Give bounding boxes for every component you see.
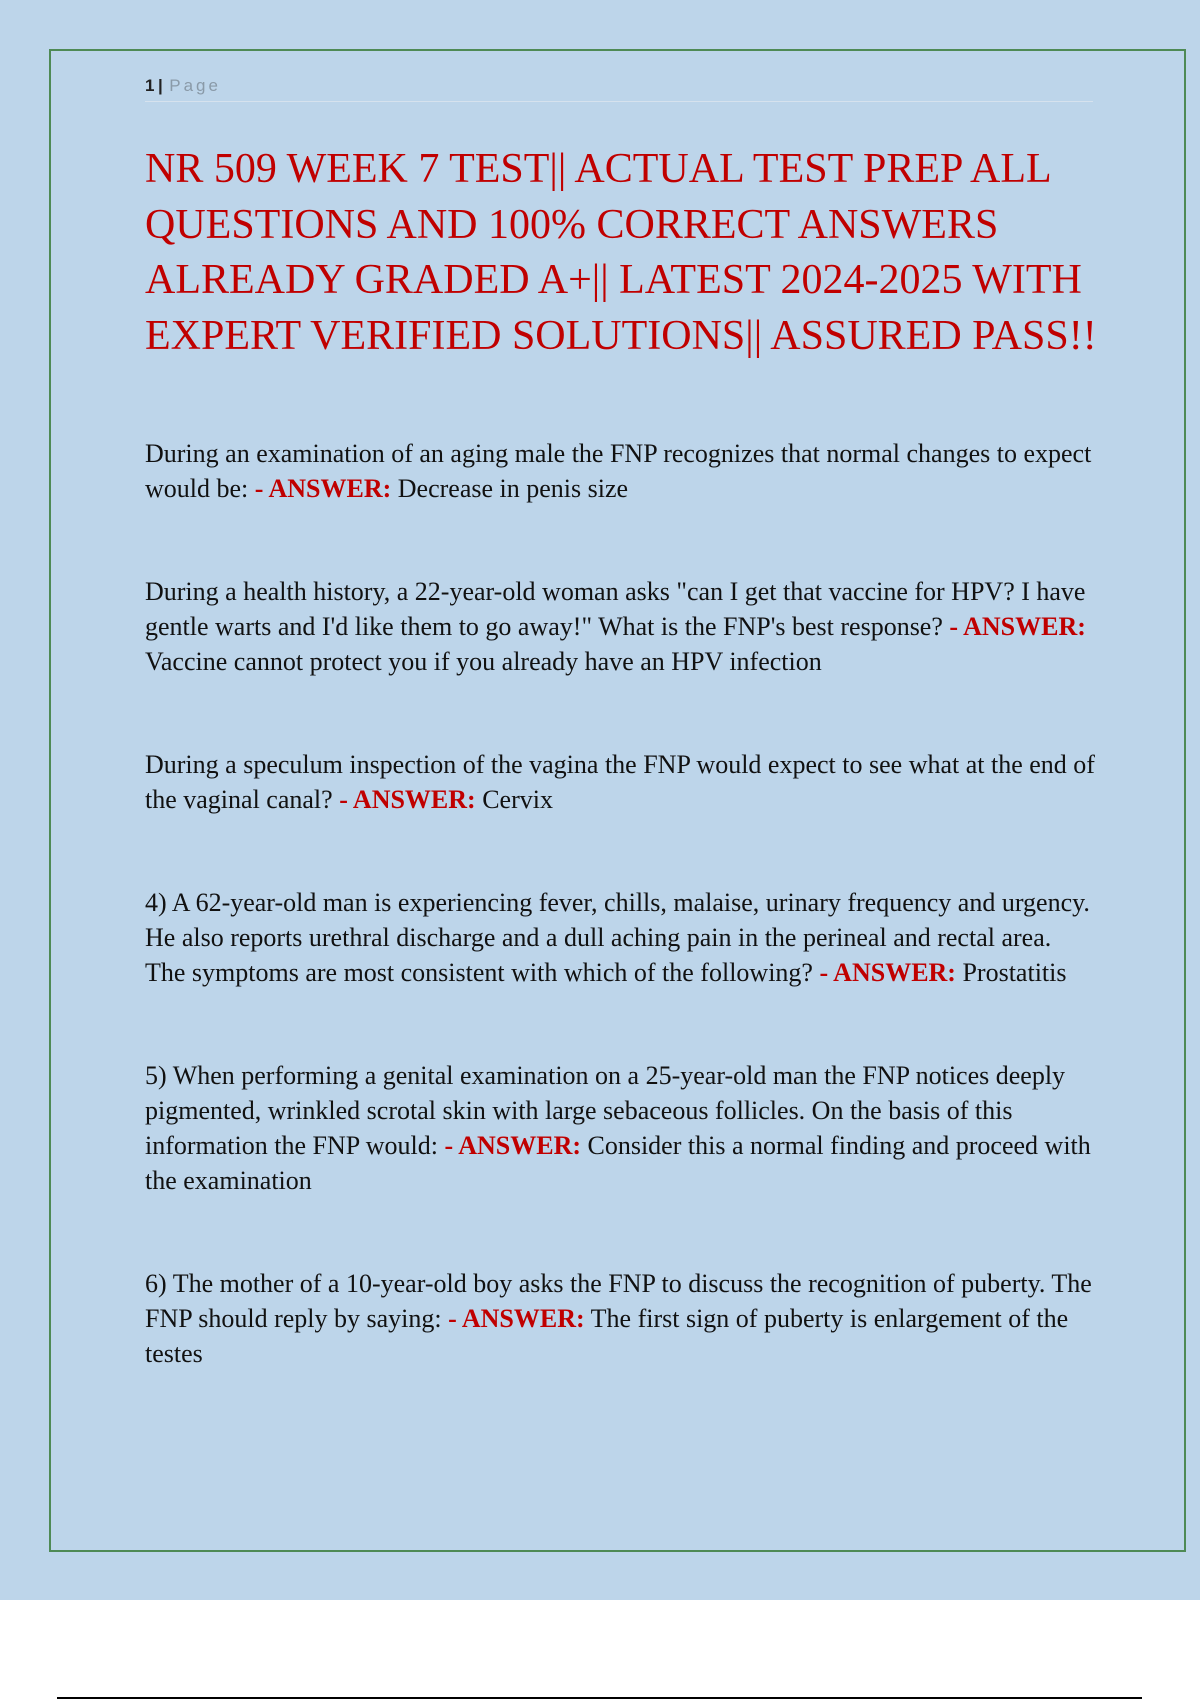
answer-text: Prostatitis (962, 958, 1067, 987)
header-rule (145, 72, 1093, 102)
answer-label: - ANSWER: (819, 958, 956, 987)
page-number: 1 (145, 76, 155, 95)
question-text: During a health history, a 22-year-old woman asks "can I get that vaccine for HPV? I have gentle warts and I'd like them to go away!" What is the FNP's best response? (145, 577, 1086, 641)
qa-item (145, 747, 1095, 817)
question-text: 6) The mother of a 10-year-old boy asks the FNP to discuss the recognition of puberty. The FNP should reply by saying: (145, 1269, 1092, 1333)
answer-label: - ANSWER: (949, 612, 1086, 641)
answer-label: - ANSWER: (339, 785, 476, 814)
answer-label: - ANSWER: (254, 474, 392, 503)
answer-text: The first sign of puberty is enlargement of the testes (145, 1304, 1069, 1368)
document-title: NR 509 WEEK 7 TEST|| ACTUAL TEST PREP ALL QUESTIONS AND 100% CORRECT ANSWERS ALREADY GRADED A+|| LATEST 2024-2025 WITH EXPERT VERIFIED SOLUTIONS|| ASSURED PASS!! (145, 146, 1097, 359)
page-number-separator: | (157, 76, 164, 95)
answer-text: Consider this a normal finding and proceed with the examination (145, 1131, 1091, 1195)
qa-item (145, 574, 1095, 679)
qa-list (145, 436, 1095, 1439)
question-text: 4) A 62-year-old man is experiencing fever, chills, malaise, urinary frequency and urgency. He also reports urethral discharge and a dull aching pain in the perineal and rectal area. The symptoms are most consistent with which of the following? (145, 888, 1090, 987)
answer-text: Decrease in penis size (397, 474, 629, 503)
question-text: During an examination of an aging male the FNP recognizes that normal changes to expect would be: (145, 439, 1092, 503)
bottom-rule (57, 1697, 1142, 1699)
page-word: Page (169, 76, 221, 95)
answer-text: Cervix (482, 785, 553, 814)
question-text: 5) When performing a genital examination on a 25-year-old man the FNP notices deeply pigmented, wrinkled scrotal skin with large sebaceous follicles. On the basis of this information the FNP would: (145, 1061, 1066, 1160)
page-number-header (145, 76, 221, 96)
answer-text: Vaccine cannot protect you if you already have an HPV infection (145, 647, 822, 676)
question-text: During a speculum inspection of the vagina the FNP would expect to see what at the end of the vaginal canal? (145, 750, 1095, 814)
qa-item (145, 1058, 1095, 1198)
answer-label: - ANSWER: (448, 1304, 585, 1333)
qa-item (145, 1266, 1095, 1371)
qa-item (145, 436, 1095, 506)
qa-item (145, 885, 1095, 990)
answer-label: - ANSWER: (444, 1131, 581, 1160)
